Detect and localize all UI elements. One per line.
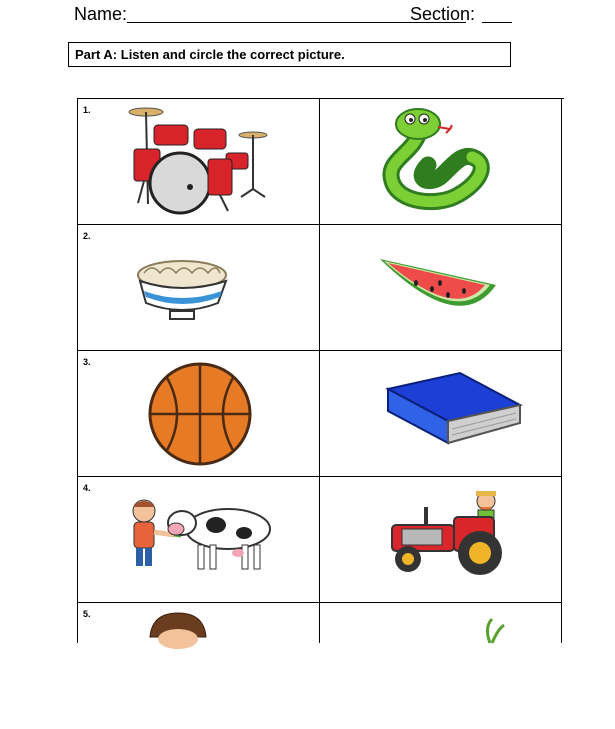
worksheet-header (74, 2, 514, 26)
picture-grid (77, 98, 564, 643)
question-number: 2. (83, 231, 91, 241)
question-row (78, 225, 564, 351)
answer-cell-left[interactable] (78, 99, 320, 225)
question-number: 3. (83, 357, 91, 367)
question-row (78, 603, 564, 643)
name-label: Name: (74, 4, 128, 24)
book-icon (320, 351, 562, 477)
section-blank-line (482, 22, 512, 23)
instruction-box: Part A: Listen and circle the correct picture. (68, 42, 511, 67)
farmer-tractor-icon (320, 477, 562, 603)
question-row (78, 477, 564, 603)
boy-feeding-cow-icon (78, 477, 320, 603)
question-number: 4. (83, 483, 91, 493)
section-label: Section: (410, 4, 476, 24)
question-row (78, 351, 564, 477)
answer-cell-right[interactable] (320, 225, 562, 351)
child-hair-icon (78, 603, 320, 729)
drum-kit-icon (78, 99, 320, 225)
question-number: 1. (83, 105, 91, 115)
snake-icon (320, 99, 562, 225)
question-row (78, 99, 564, 225)
answer-cell-left[interactable] (78, 351, 320, 477)
answer-cell-left[interactable] (78, 225, 320, 351)
answer-cell-left[interactable] (78, 603, 320, 643)
question-number: 5. (83, 609, 91, 619)
noodle-bowl-icon (78, 225, 320, 351)
answer-cell-right[interactable] (320, 477, 562, 603)
answer-cell-right[interactable] (320, 351, 562, 477)
basketball-icon (78, 351, 320, 477)
answer-cell-right[interactable] (320, 99, 562, 225)
plant-sprout-icon (320, 603, 562, 729)
answer-cell-right[interactable] (320, 603, 562, 643)
answer-cell-left[interactable] (78, 477, 320, 603)
watermelon-icon (320, 225, 562, 351)
